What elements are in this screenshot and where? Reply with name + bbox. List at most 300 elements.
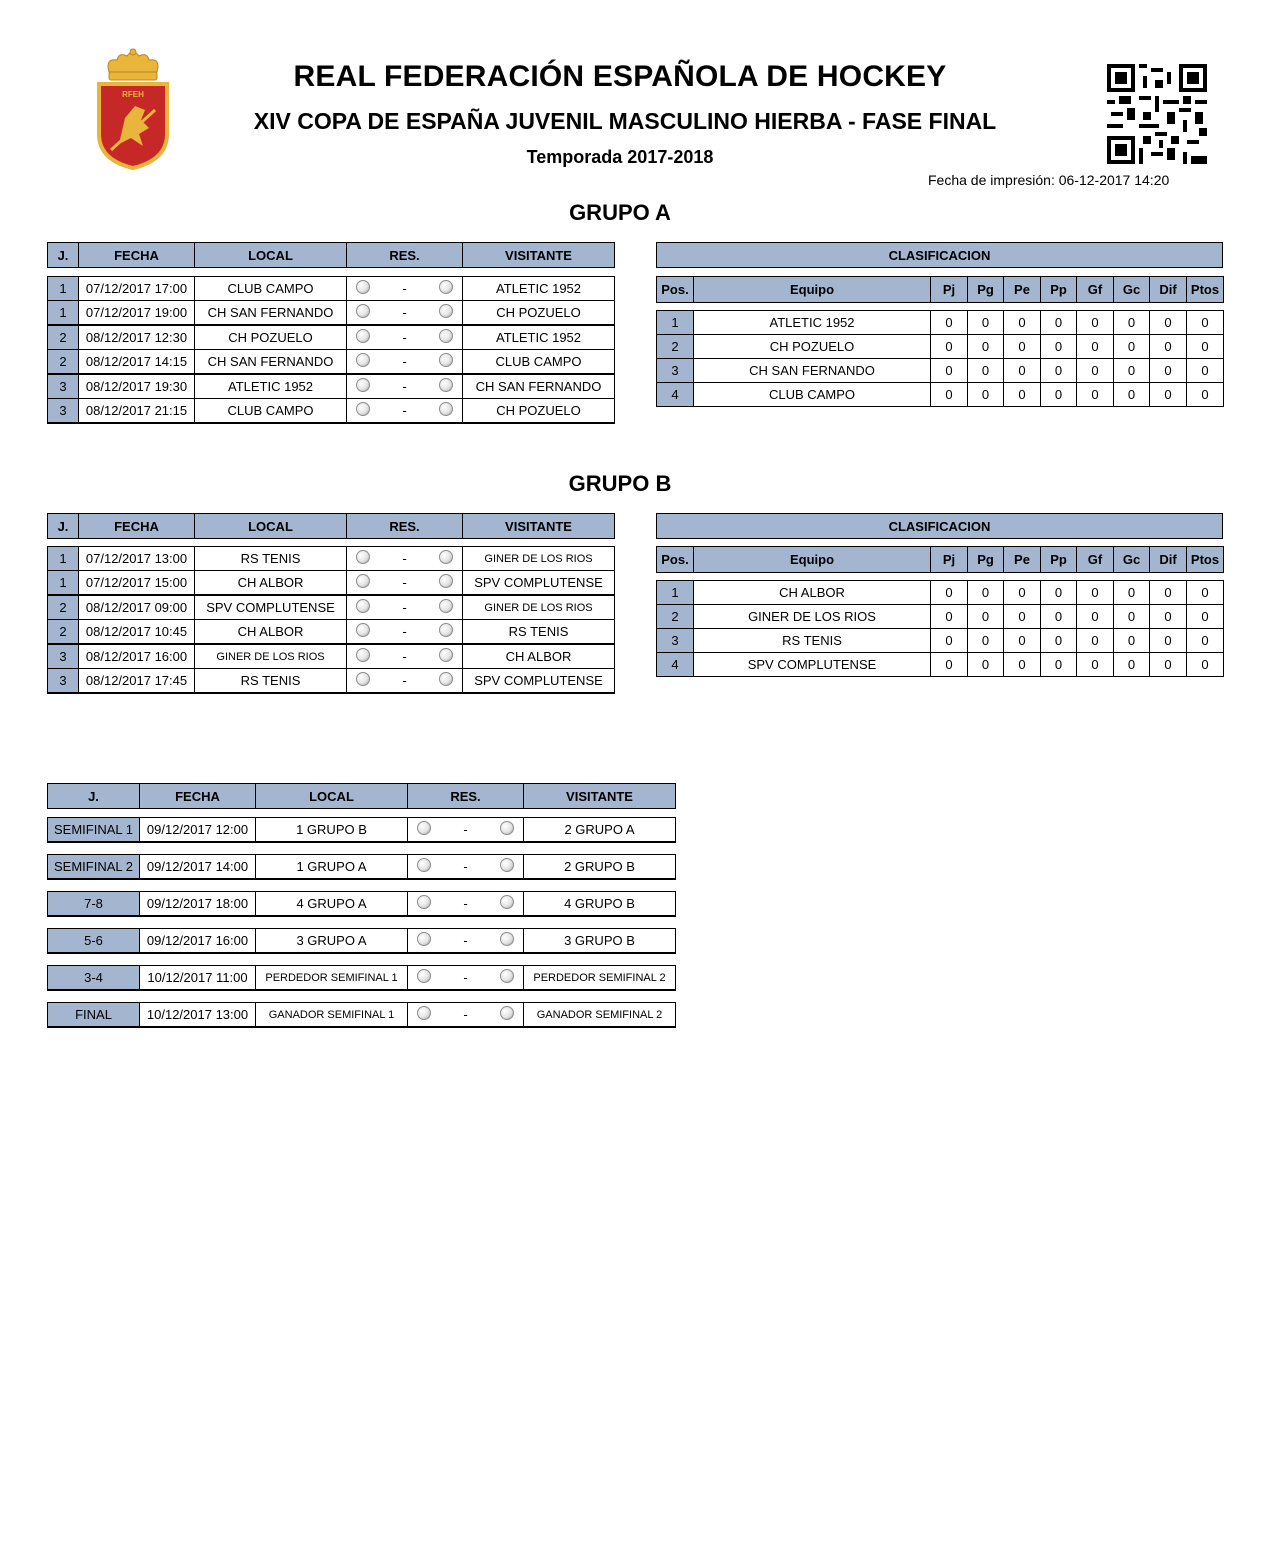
group-a-standings-title: [656, 242, 1223, 268]
ball-icon: [356, 378, 370, 392]
group-b-standings-header: [656, 546, 1224, 573]
result-cell[interactable]: [347, 669, 463, 694]
match-round: 3: [48, 644, 79, 669]
final-local: 3 GRUPO A: [256, 929, 408, 954]
final-match: [47, 817, 676, 843]
final-date: 09/12/2017 12:00: [140, 818, 256, 843]
standings-gc: 0: [1114, 311, 1150, 335]
standings-pe: 0: [1004, 383, 1041, 407]
standings-gf: 0: [1077, 383, 1114, 407]
result-cell[interactable]: [347, 644, 463, 669]
result-cell[interactable]: [347, 350, 463, 375]
ball-icon: [439, 402, 453, 416]
group-b-standings-title: [656, 513, 1223, 539]
match-row: [48, 374, 615, 399]
ball-icon: [439, 378, 453, 392]
match-local: CH ALBOR: [195, 571, 347, 596]
standings-dif: 0: [1150, 629, 1187, 653]
match-date: 08/12/2017 16:00: [79, 644, 195, 669]
standings-gf: 0: [1077, 605, 1114, 629]
standings-pos: 1: [657, 311, 694, 335]
standings-dif: 0: [1150, 581, 1187, 605]
print-date: Fecha de impresión: 06-12-2017 14:20: [928, 172, 1170, 188]
result-cell[interactable]: [408, 966, 524, 991]
standings-pe: 0: [1004, 653, 1041, 677]
standings-row: [657, 629, 1224, 653]
standings-pos: 3: [657, 629, 694, 653]
result-separator: -: [402, 354, 407, 369]
col-res: RES.: [408, 784, 524, 809]
standings-pg: 0: [968, 335, 1004, 359]
final-local: PERDEDOR SEMIFINAL 1: [256, 966, 408, 991]
match-row: [48, 301, 615, 326]
ball-icon: [356, 599, 370, 613]
standings-team: GINER DE LOS RIOS: [694, 605, 931, 629]
standings-gc: 0: [1114, 653, 1150, 677]
final-date: 09/12/2017 16:00: [140, 929, 256, 954]
match-row: [48, 571, 615, 596]
ball-icon: [356, 623, 370, 637]
standings-ptos: 0: [1187, 581, 1224, 605]
result-cell[interactable]: [347, 571, 463, 596]
standings-gc: 0: [1114, 605, 1150, 629]
final-round: 7-8: [48, 892, 140, 917]
page-title: REAL FEDERACIÓN ESPAÑOLA DE HOCKEY: [293, 60, 947, 93]
standings-dif: 0: [1150, 653, 1187, 677]
col-equipo: Equipo: [694, 277, 931, 303]
standings-row: [657, 311, 1224, 335]
page-subtitle: XIV COPA DE ESPAÑA JUVENIL MASCULINO HIERBA - FASE FINAL: [253, 108, 997, 134]
standings-pj: 0: [931, 359, 968, 383]
standings-row: [657, 581, 1224, 605]
result-separator: -: [463, 859, 468, 874]
match-date: 07/12/2017 17:00: [79, 277, 195, 301]
match-visitante: CH POZUELO: [463, 301, 615, 326]
group-b-standings: [656, 580, 1224, 677]
group-a-standings-header: [656, 276, 1224, 303]
ball-icon: [417, 858, 431, 872]
match-visitante: CLUB CAMPO: [463, 350, 615, 375]
final-row: [48, 966, 676, 991]
standings-ptos: 0: [1187, 605, 1224, 629]
final-row: [48, 1003, 676, 1028]
final-local: GANADOR SEMIFINAL 1: [256, 1003, 408, 1028]
result-cell[interactable]: [408, 818, 524, 843]
match-row: [48, 595, 615, 620]
ball-icon: [356, 574, 370, 588]
result-cell[interactable]: [347, 547, 463, 571]
result-cell[interactable]: [347, 595, 463, 620]
ball-icon: [417, 821, 431, 835]
match-local: GINER DE LOS RIOS: [195, 644, 347, 669]
standings-pe: 0: [1004, 335, 1041, 359]
standings-gf: 0: [1077, 359, 1114, 383]
result-separator: -: [402, 551, 407, 566]
match-local: CH SAN FERNANDO: [195, 350, 347, 375]
result-cell[interactable]: [347, 325, 463, 350]
ball-icon: [439, 550, 453, 564]
match-row: [48, 669, 615, 694]
standings-ptos: 0: [1187, 359, 1224, 383]
group-a-matches: [47, 276, 615, 424]
ball-icon: [356, 280, 370, 294]
match-visitante: CH ALBOR: [463, 644, 615, 669]
match-visitante: RS TENIS: [463, 620, 615, 645]
ball-icon: [356, 672, 370, 686]
standings-pj: 0: [931, 629, 968, 653]
ball-icon: [500, 895, 514, 909]
ball-icon: [439, 304, 453, 318]
final-date: 10/12/2017 11:00: [140, 966, 256, 991]
standings-pg: 0: [968, 359, 1004, 383]
result-separator: -: [402, 649, 407, 664]
standings-pe: 0: [1004, 629, 1041, 653]
result-cell[interactable]: [347, 399, 463, 424]
col-local: LOCAL: [195, 243, 347, 268]
standings-pos: 2: [657, 335, 694, 359]
match-round: 1: [48, 547, 79, 571]
final-row: [48, 929, 676, 954]
ball-icon: [500, 858, 514, 872]
col-gc: Gc: [1114, 277, 1150, 303]
match-date: 08/12/2017 10:45: [79, 620, 195, 645]
result-separator: -: [402, 673, 407, 688]
standings-pe: 0: [1004, 581, 1041, 605]
col-pj: Pj: [931, 277, 968, 303]
col-fecha: FECHA: [140, 784, 256, 809]
match-date: 08/12/2017 09:00: [79, 595, 195, 620]
result-separator: -: [402, 330, 407, 345]
match-visitante: GINER DE LOS RIOS: [463, 595, 615, 620]
col-pos: Pos.: [657, 277, 694, 303]
ball-icon: [439, 672, 453, 686]
col-fecha: FECHA: [79, 243, 195, 268]
standings-dif: 0: [1150, 359, 1187, 383]
match-row: [48, 277, 615, 301]
ball-icon: [439, 353, 453, 367]
final-match: [47, 854, 676, 880]
standings-pg: 0: [968, 383, 1004, 407]
col-pj: Pj: [931, 547, 968, 573]
match-local: CH POZUELO: [195, 325, 347, 350]
match-visitante: SPV COMPLUTENSE: [463, 571, 615, 596]
standings-team: CH POZUELO: [694, 335, 931, 359]
ball-icon: [500, 1006, 514, 1020]
standings-pj: 0: [931, 605, 968, 629]
result-separator: -: [402, 575, 407, 590]
final-row: [48, 855, 676, 880]
result-separator: -: [463, 1007, 468, 1022]
final-local: 1 GRUPO B: [256, 818, 408, 843]
standings-dif: 0: [1150, 383, 1187, 407]
col-visitante: VISITANTE: [524, 784, 676, 809]
match-date: 08/12/2017 19:30: [79, 374, 195, 399]
final-row: [48, 818, 676, 843]
standings-row: [657, 605, 1224, 629]
result-cell[interactable]: [347, 301, 463, 326]
ball-icon: [356, 648, 370, 662]
ball-icon: [417, 1006, 431, 1020]
standings-pg: 0: [968, 311, 1004, 335]
col-visitante: VISITANTE: [463, 243, 615, 268]
standings-gf: 0: [1077, 653, 1114, 677]
match-local: CH SAN FERNANDO: [195, 301, 347, 326]
final-match: [47, 891, 676, 917]
result-separator: -: [402, 624, 407, 639]
standings-pos: 3: [657, 359, 694, 383]
match-row: [48, 325, 615, 350]
standings-team: SPV COMPLUTENSE: [694, 653, 931, 677]
standings-ptos: 0: [1187, 335, 1224, 359]
match-round: 1: [48, 277, 79, 301]
match-round: 1: [48, 301, 79, 326]
result-separator: -: [402, 305, 407, 320]
match-date: 08/12/2017 12:30: [79, 325, 195, 350]
ball-icon: [356, 329, 370, 343]
col-j: J.: [48, 514, 79, 539]
standings-gf: 0: [1077, 581, 1114, 605]
col-pos: Pos.: [657, 547, 694, 573]
standings-ptos: 0: [1187, 629, 1224, 653]
standings-gc: 0: [1114, 383, 1150, 407]
match-row: [48, 547, 615, 571]
ball-icon: [356, 304, 370, 318]
match-visitante: CH POZUELO: [463, 399, 615, 424]
standings-row: [657, 383, 1224, 407]
standings-pp: 0: [1041, 605, 1077, 629]
col-dif: Dif: [1150, 547, 1187, 573]
standings-gf: 0: [1077, 335, 1114, 359]
col-pg: Pg: [968, 277, 1004, 303]
col-pp: Pp: [1041, 277, 1077, 303]
result-cell[interactable]: [347, 277, 463, 301]
standings-pos: 1: [657, 581, 694, 605]
standings-pj: 0: [931, 653, 968, 677]
ball-icon: [417, 932, 431, 946]
col-pp: Pp: [1041, 547, 1077, 573]
result-separator: -: [463, 970, 468, 985]
match-date: 07/12/2017 19:00: [79, 301, 195, 326]
match-round: 3: [48, 374, 79, 399]
result-separator: -: [402, 379, 407, 394]
final-round: 5-6: [48, 929, 140, 954]
match-round: 3: [48, 669, 79, 694]
final-visitante: 2 GRUPO A: [524, 818, 676, 843]
final-visitante: GANADOR SEMIFINAL 2: [524, 1003, 676, 1028]
standings-dif: 0: [1150, 605, 1187, 629]
standings-pos: 2: [657, 605, 694, 629]
result-cell[interactable]: [347, 620, 463, 645]
col-gc: Gc: [1114, 547, 1150, 573]
match-local: CH ALBOR: [195, 620, 347, 645]
match-local: RS TENIS: [195, 547, 347, 571]
standings-pp: 0: [1041, 653, 1077, 677]
group-b-matches: [47, 546, 615, 694]
qr-code-icon: [1107, 64, 1207, 164]
final-local: 1 GRUPO A: [256, 855, 408, 880]
ball-icon: [439, 329, 453, 343]
final-match: [47, 1002, 676, 1028]
match-local: SPV COMPLUTENSE: [195, 595, 347, 620]
standings-pos: 4: [657, 653, 694, 677]
col-ptos: Ptos: [1187, 547, 1224, 573]
standings-pos: 4: [657, 383, 694, 407]
ball-icon: [439, 574, 453, 588]
result-cell[interactable]: [408, 855, 524, 880]
ball-icon: [356, 353, 370, 367]
standings-ptos: 0: [1187, 311, 1224, 335]
standings-ptos: 0: [1187, 653, 1224, 677]
final-round: SEMIFINAL 1: [48, 818, 140, 843]
match-round: 1: [48, 571, 79, 596]
standings-pj: 0: [931, 383, 968, 407]
match-visitante: ATLETIC 1952: [463, 325, 615, 350]
final-date: 10/12/2017 13:00: [140, 1003, 256, 1028]
result-cell[interactable]: [408, 929, 524, 954]
match-row: [48, 350, 615, 375]
standings-ptos: 0: [1187, 383, 1224, 407]
clasificacion-title: CLASIFICACION: [657, 243, 1223, 268]
standings-row: [657, 335, 1224, 359]
standings-pp: 0: [1041, 335, 1077, 359]
standings-row: [657, 653, 1224, 677]
standings-dif: 0: [1150, 311, 1187, 335]
match-row: [48, 620, 615, 645]
match-local: CLUB CAMPO: [195, 277, 347, 301]
ball-icon: [356, 402, 370, 416]
season-label: Temporada 2017-2018: [526, 147, 714, 167]
standings-pp: 0: [1041, 581, 1077, 605]
final-round: SEMIFINAL 2: [48, 855, 140, 880]
col-fecha: FECHA: [79, 514, 195, 539]
col-pe: Pe: [1004, 277, 1041, 303]
ball-icon: [439, 280, 453, 294]
standings-row: [657, 359, 1224, 383]
col-pe: Pe: [1004, 547, 1041, 573]
standings-gf: 0: [1077, 311, 1114, 335]
result-separator: -: [463, 896, 468, 911]
ball-icon: [439, 599, 453, 613]
standings-pp: 0: [1041, 383, 1077, 407]
standings-pe: 0: [1004, 359, 1041, 383]
group-a-title: GRUPO A: [569, 200, 671, 225]
col-local: LOCAL: [256, 784, 408, 809]
standings-pg: 0: [968, 581, 1004, 605]
col-equipo: Equipo: [694, 547, 931, 573]
result-cell[interactable]: [347, 374, 463, 399]
result-cell[interactable]: [408, 892, 524, 917]
standings-gc: 0: [1114, 581, 1150, 605]
finals-header: [47, 783, 676, 809]
final-visitante: 2 GRUPO B: [524, 855, 676, 880]
standings-pj: 0: [931, 311, 968, 335]
standings-pj: 0: [931, 335, 968, 359]
standings-gc: 0: [1114, 335, 1150, 359]
match-visitante: CH SAN FERNANDO: [463, 374, 615, 399]
final-date: 09/12/2017 18:00: [140, 892, 256, 917]
match-visitante: SPV COMPLUTENSE: [463, 669, 615, 694]
col-gf: Gf: [1077, 547, 1114, 573]
standings-pp: 0: [1041, 311, 1077, 335]
standings-pj: 0: [931, 581, 968, 605]
final-visitante: 3 GRUPO B: [524, 929, 676, 954]
match-round: 3: [48, 399, 79, 424]
col-pg: Pg: [968, 547, 1004, 573]
match-local: ATLETIC 1952: [195, 374, 347, 399]
standings-team: CH SAN FERNANDO: [694, 359, 931, 383]
standings-gc: 0: [1114, 359, 1150, 383]
result-separator: -: [463, 933, 468, 948]
match-visitante: GINER DE LOS RIOS: [463, 547, 615, 571]
standings-pp: 0: [1041, 629, 1077, 653]
match-local: RS TENIS: [195, 669, 347, 694]
group-b-matches-header: [47, 513, 615, 539]
col-res: RES.: [347, 243, 463, 268]
match-row: [48, 644, 615, 669]
standings-pg: 0: [968, 605, 1004, 629]
match-date: 07/12/2017 13:00: [79, 547, 195, 571]
match-round: 2: [48, 350, 79, 375]
result-separator: -: [463, 822, 468, 837]
final-round: 3-4: [48, 966, 140, 991]
ball-icon: [439, 623, 453, 637]
ball-icon: [500, 821, 514, 835]
result-separator: -: [402, 600, 407, 615]
final-local: 4 GRUPO A: [256, 892, 408, 917]
final-date: 09/12/2017 14:00: [140, 855, 256, 880]
col-res: RES.: [347, 514, 463, 539]
standings-team: RS TENIS: [694, 629, 931, 653]
final-visitante: PERDEDOR SEMIFINAL 2: [524, 966, 676, 991]
final-match: [47, 965, 676, 991]
svg-text:RFEH: RFEH: [122, 90, 144, 99]
match-date: 07/12/2017 15:00: [79, 571, 195, 596]
ball-icon: [417, 969, 431, 983]
result-separator: -: [402, 403, 407, 418]
match-local: CLUB CAMPO: [195, 399, 347, 424]
standings-pe: 0: [1004, 605, 1041, 629]
match-date: 08/12/2017 17:45: [79, 669, 195, 694]
standings-pg: 0: [968, 629, 1004, 653]
match-date: 08/12/2017 14:15: [79, 350, 195, 375]
ball-icon: [439, 648, 453, 662]
final-match: [47, 928, 676, 954]
ball-icon: [500, 932, 514, 946]
clasificacion-title: CLASIFICACION: [657, 514, 1223, 539]
col-dif: Dif: [1150, 277, 1187, 303]
result-cell[interactable]: [408, 1003, 524, 1028]
standings-dif: 0: [1150, 335, 1187, 359]
standings-gf: 0: [1077, 629, 1114, 653]
final-row: [48, 892, 676, 917]
group-a-matches-header: [47, 242, 615, 268]
col-visitante: VISITANTE: [463, 514, 615, 539]
match-round: 2: [48, 620, 79, 645]
final-round: FINAL: [48, 1003, 140, 1028]
group-b-title: GRUPO B: [568, 471, 672, 496]
final-visitante: 4 GRUPO B: [524, 892, 676, 917]
match-round: 2: [48, 325, 79, 350]
match-row: [48, 399, 615, 424]
standings-team: ATLETIC 1952: [694, 311, 931, 335]
standings-team: CLUB CAMPO: [694, 383, 931, 407]
match-date: 08/12/2017 21:15: [79, 399, 195, 424]
ball-icon: [417, 895, 431, 909]
standings-pg: 0: [968, 653, 1004, 677]
match-visitante: ATLETIC 1952: [463, 277, 615, 301]
standings-pp: 0: [1041, 359, 1077, 383]
col-ptos: Ptos: [1187, 277, 1224, 303]
